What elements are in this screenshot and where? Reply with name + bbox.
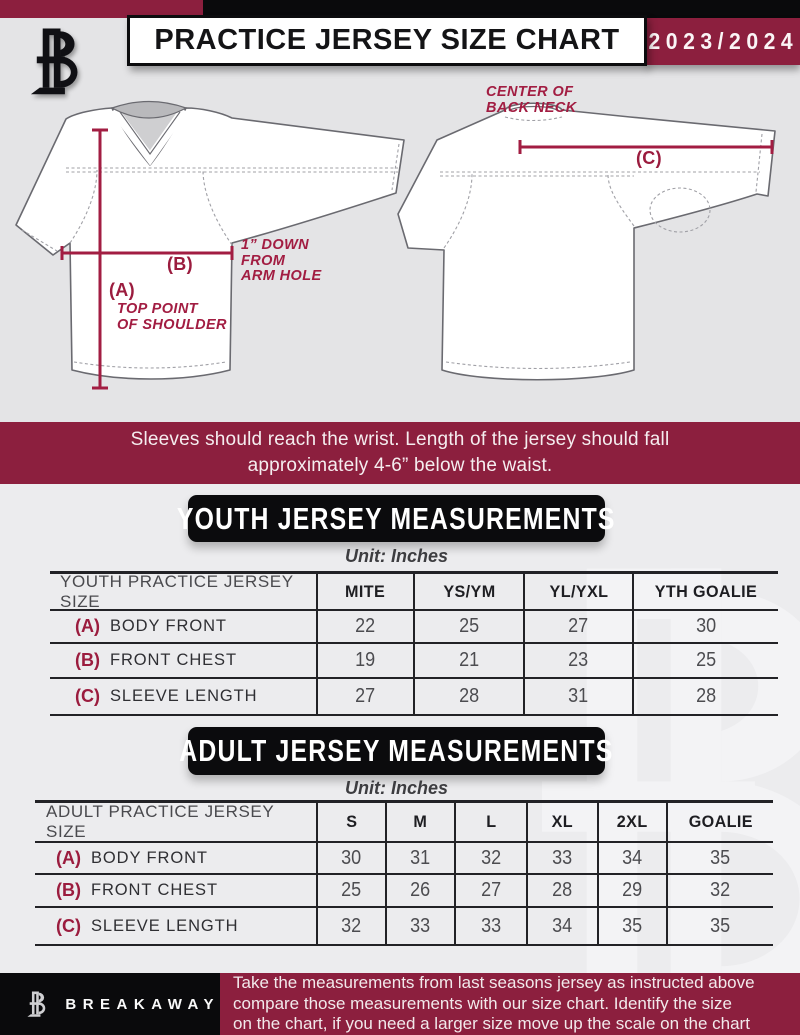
table-row [50,611,778,644]
table-row [35,875,773,908]
cell-value: 19 [355,649,376,671]
row-tag: (B) [56,880,81,900]
cell-value: 29 [622,879,643,901]
fit-note-banner [0,422,800,484]
row-tag: (A) [75,616,100,636]
cell-value: 28 [695,685,717,707]
breakaway-footer-logo-icon [24,986,52,1022]
footer-note-line2: compare those measurements with our size chart. Identify the size [233,993,732,1013]
footer-brand-box [0,973,220,1035]
row-label: FRONT CHEST [110,651,237,669]
cell-value: 31 [568,685,589,707]
season-badge [647,18,800,65]
footer-note-line1: Take the measurements from last seasons jersey as instructed above [233,973,755,993]
footer-instructions [220,973,800,1035]
breakaway-logo-icon [22,24,96,98]
cell-value: 30 [695,615,717,637]
cell-value: 35 [710,846,731,869]
row-label: BODY FRONT [110,617,227,635]
label-b-tag: (B) [167,254,193,274]
row-label: FRONT CHEST [91,881,218,899]
cell-value: 23 [568,649,589,671]
table-header-row [50,571,778,611]
cell-value: 33 [410,914,431,937]
youth-unit-label: Unit: Inches [344,546,448,566]
youth-section-heading: YOUTH JERSEY MEASUREMENTS [188,495,605,542]
table-row [35,908,773,946]
adult-size-table [35,800,773,946]
footer-note-line3: on the chart, if you need a larger size move up the scale on the chart [233,1014,750,1034]
row-label: SLEEVE LENGTH [91,916,239,935]
cell-value: 28 [458,685,480,707]
cell-value: 32 [341,914,362,937]
row-tag: (C) [75,686,100,706]
column-header: YOUTH PRACTICE JERSEY SIZE [60,571,294,611]
front-jersey-outline [16,108,404,379]
adult-section-heading: ADULT JERSEY MEASUREMENTS [188,727,605,775]
brand-name: BREAKAWAY [65,995,220,1013]
label-a-tag: (A) [109,280,135,300]
cell-value: 31 [410,846,431,869]
cell-value: 34 [622,846,643,869]
column-header: S [345,812,358,831]
column-header: GOALIE [688,812,753,831]
page-title-box [127,15,647,66]
page-title: PRACTICE JERSEY SIZE CHART [154,24,620,56]
row-tag: (A) [56,847,81,868]
cell-value: 34 [552,914,573,937]
row-tag: (C) [56,915,81,936]
column-header: YL/YXL [549,581,608,601]
cell-value: 22 [355,615,376,637]
row-label: SLEEVE LENGTH [110,687,258,705]
fit-note-line2: approximately 4-6” below the waist. [247,455,553,476]
cell-value: 33 [480,914,502,937]
column-header: ADULT PRACTICE JERSEY SIZE [46,802,274,841]
cell-value: 25 [695,649,717,671]
column-header: XL [551,812,574,831]
youth-size-table [50,571,778,716]
column-header: YS/YM [442,581,496,601]
table-header-row [35,803,773,843]
column-header: 2XL [617,812,648,831]
cell-value: 35 [710,914,731,937]
cell-value: 27 [568,615,589,637]
cell-value: 33 [552,846,573,869]
cell-value: 27 [355,685,376,707]
row-label: BODY FRONT [91,848,208,867]
adult-unit-label: Unit: Inches [344,778,448,798]
cell-value: 32 [480,846,502,869]
cell-value: 25 [458,615,480,637]
table-row [35,843,773,875]
label-a-note: TOP POINT OF SHOULDER [117,301,227,333]
label-c-tag: (C) [636,148,662,168]
label-c-note: CENTER OF BACK NECK [486,84,577,116]
label-b-note: 1” DOWN FROM ARM HOLE [241,237,322,284]
table-row [50,644,778,679]
back-jersey-outline [398,103,775,380]
cell-value: 30 [341,846,362,869]
jersey-diagram [0,18,800,422]
cell-value: 32 [710,879,731,901]
cell-value: 26 [410,879,431,901]
column-header: YTH GOALIE [654,581,758,601]
cell-value: 25 [341,879,362,901]
fit-note-line1: Sleeves should reach the wrist. Length of the jersey should fall [130,429,670,450]
column-header: MITE [345,581,386,601]
cell-value: 21 [458,649,480,671]
season-label: 2023/2024 [648,28,799,54]
column-header: M [413,812,428,831]
table-row [50,679,778,716]
cell-value: 28 [552,879,573,901]
cell-value: 35 [622,914,643,937]
column-header: L [485,812,497,831]
row-tag: (B) [75,650,100,670]
cell-value: 27 [480,879,502,901]
